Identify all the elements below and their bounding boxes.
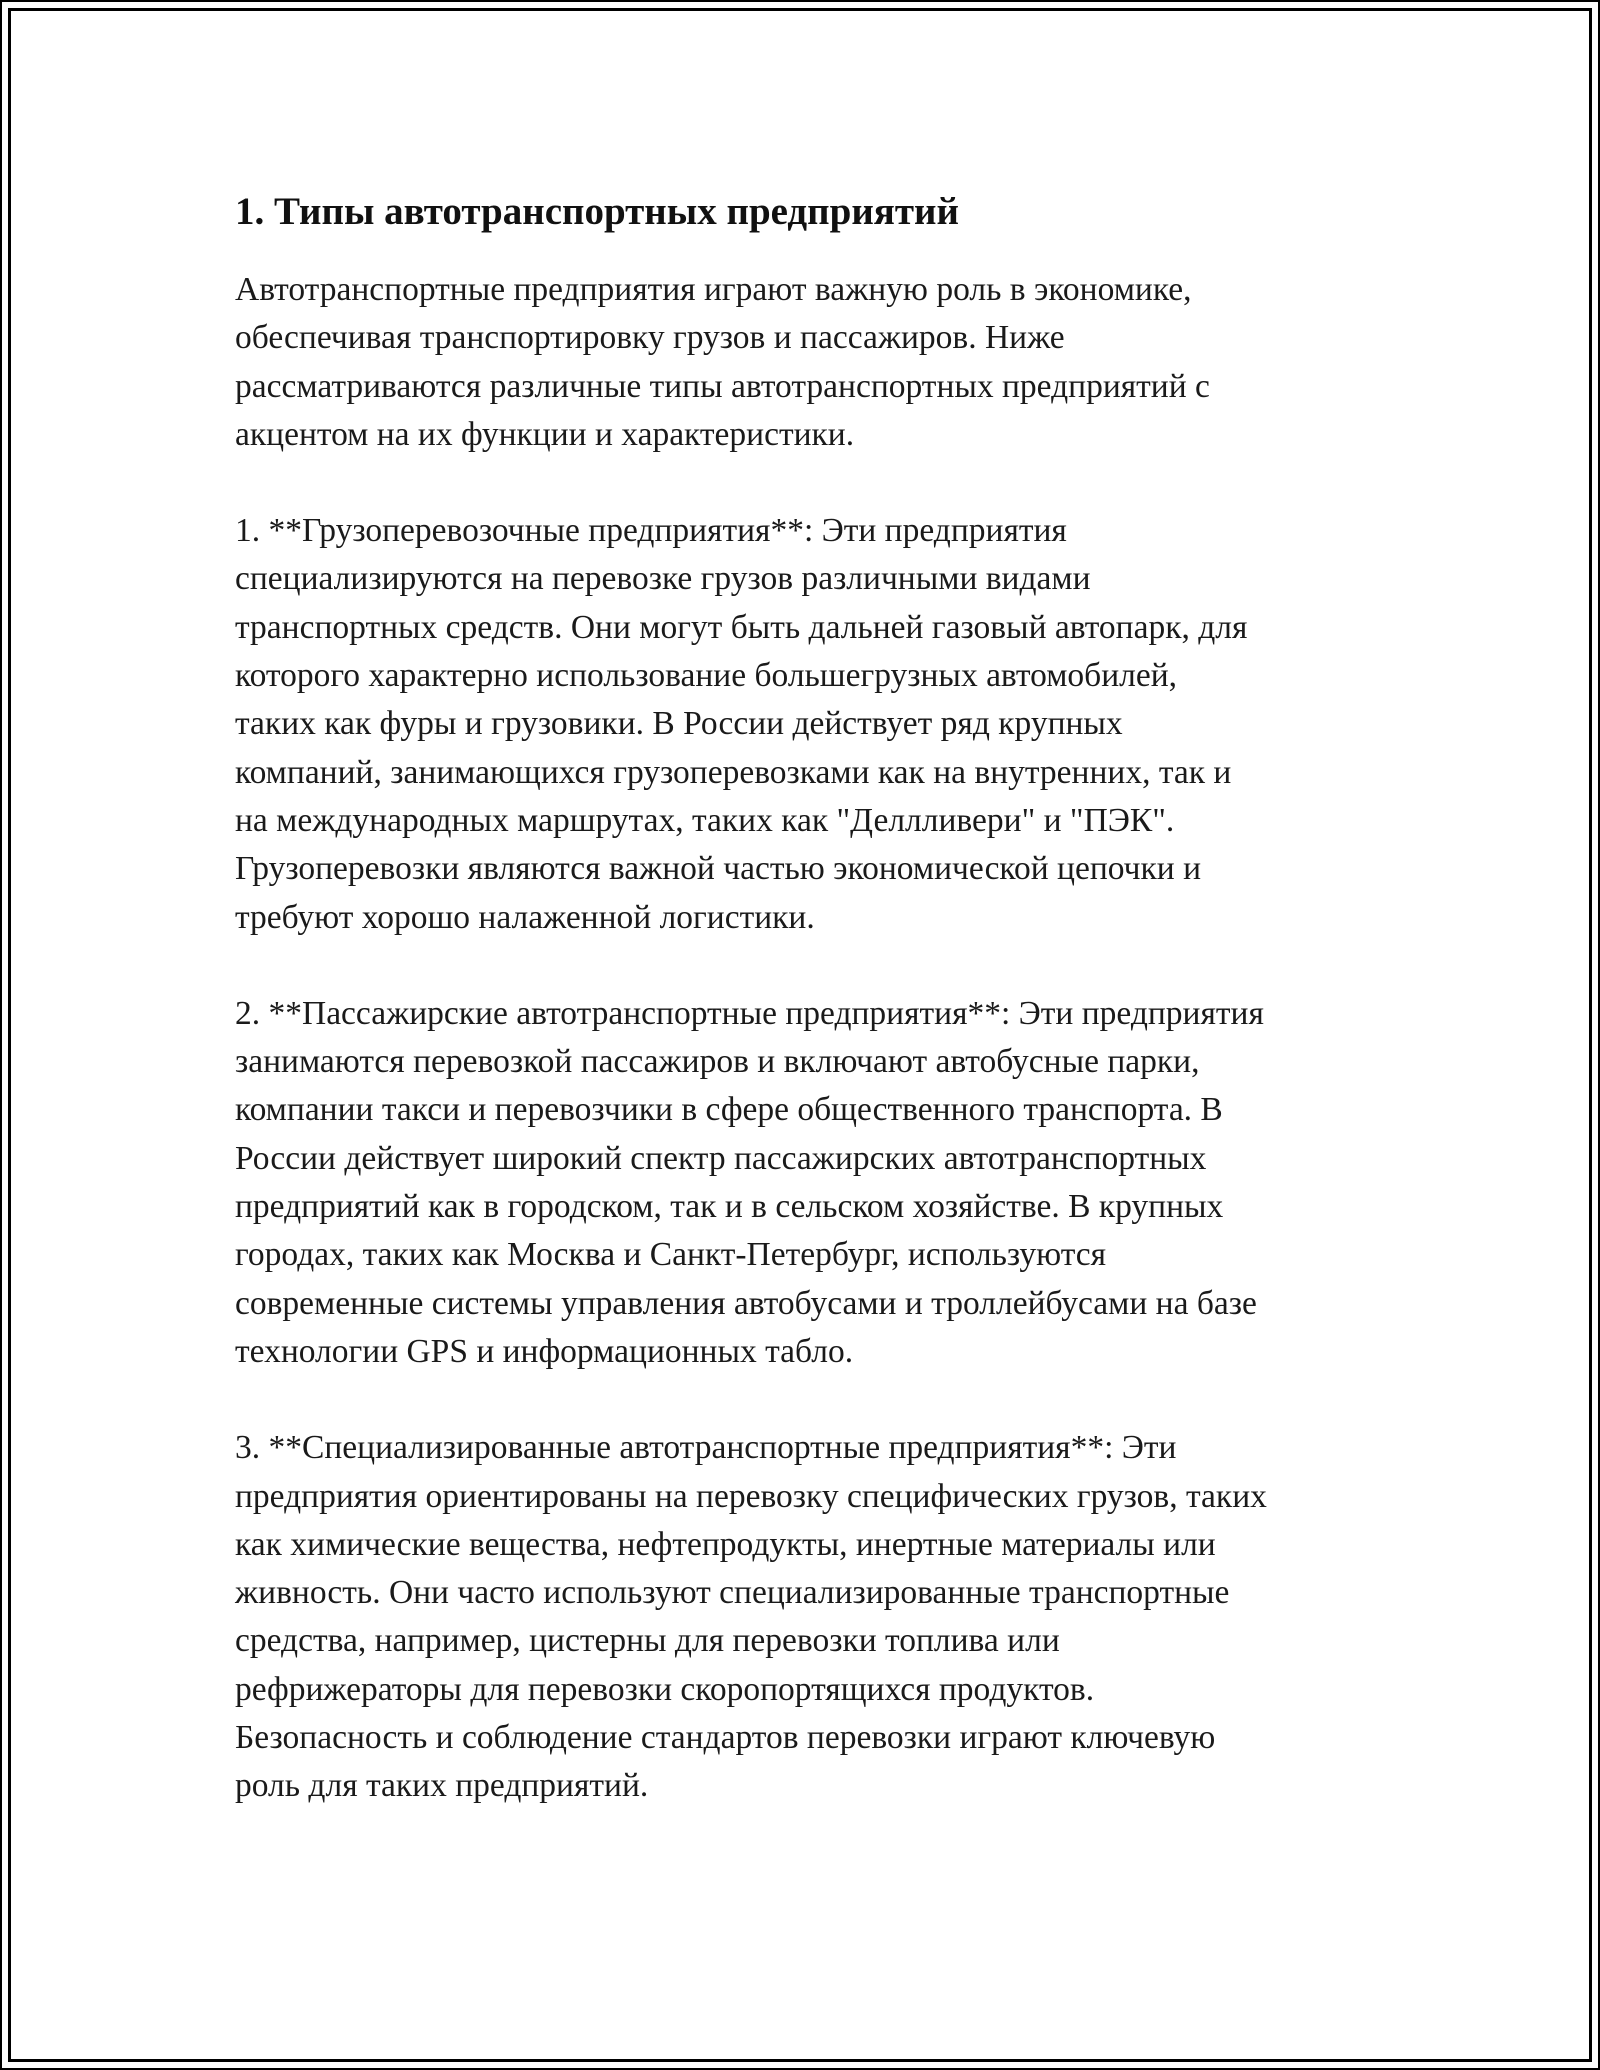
section-heading: 1. Типы автотранспортных предприятий bbox=[235, 190, 959, 233]
document-body bbox=[235, 186, 1395, 1859]
paragraph-cargo-enterprises: 1. **Грузоперевозочные предприятия**: Эти предприятия специализируются на перевозке грузов различными видами транспортных средств. Они могут быть дальней газовый автопарк, для которого характерно использование большегрузных автомобилей, таких как фуры и грузовики. В России действует ряд крупных компаний, занимающихся грузоперевозками как на внутренних, так и на международных маршрутах, таких как "Деллливери" и "ПЭК". Грузоперевозки являются важной частью экономической цепочки и требуют хорошо налаженной логистики. bbox=[235, 512, 1248, 936]
paragraph-passenger-enterprises: 2. **Пассажирские автотранспортные предприятия**: Эти предприятия занимаются перевозкой пассажиров и включают автобусные парки, компании такси и перевозчики в сфере общественного транспорта. В России действует широкий спектр пассажирских автотранспортных предприятий как в городском, так и в сельском хозяйстве. В крупных городах, таких как Москва и Санкт-Петербург, используются современные системы управления автобусами и троллейбусами на базе технологии GPS и информационных табло. bbox=[235, 994, 1264, 1370]
intro-paragraph: Автотранспортные предприятия играют важную роль в экономике, обеспечивая транспортировку грузов и пассажиров. Ниже рассматриваются различные типы автотранспортных предприятий с акцентом на их функции и характеристики. bbox=[235, 271, 1210, 453]
paragraph-specialized-enterprises: 3. **Специализированные автотранспортные предприятия**: Эти предприятия ориентированы на перевозку специфических грузов, таких как химические вещества, нефтепродукты, инертные материалы или живность. Они часто используют специализированные транспортные средства, например, цистерны для перевозки топлива или рефрижераторы для перевозки скоропортящихся продуктов. Безопасность и соблюдение стандартов перевозки играют ключевую роль для таких предприятий. bbox=[235, 1429, 1267, 1805]
